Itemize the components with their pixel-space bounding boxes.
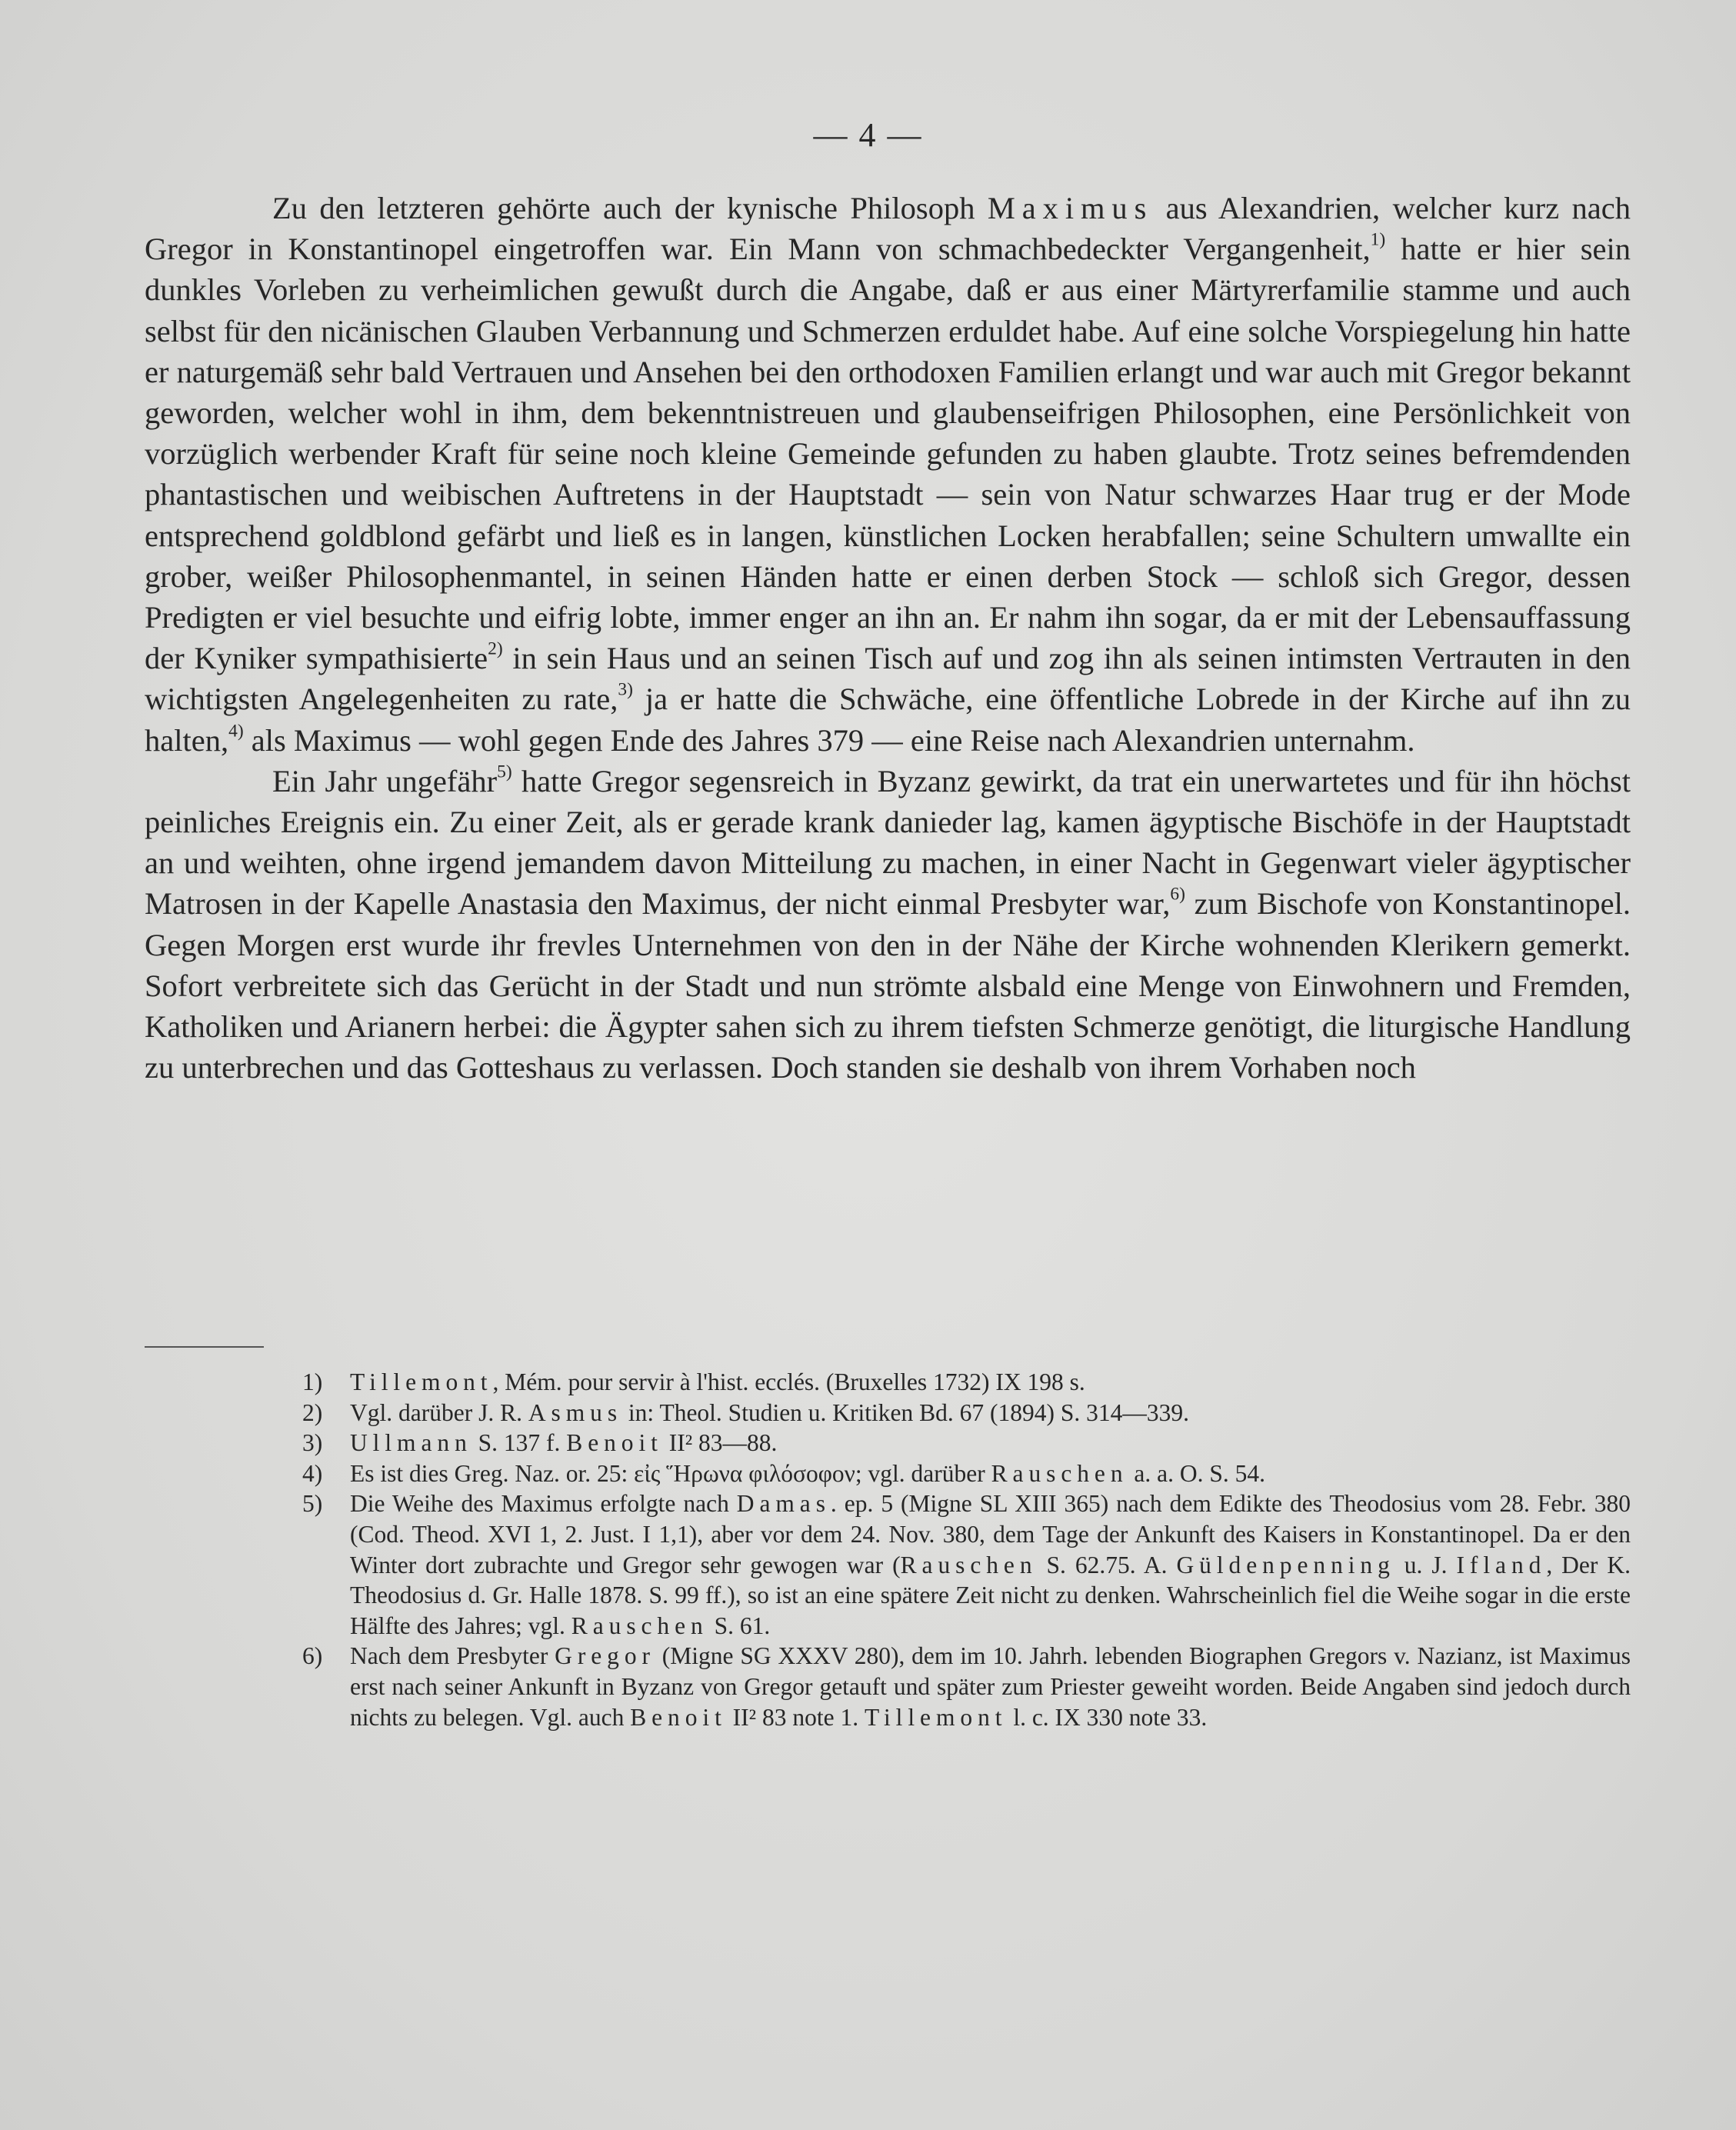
- spaced-name: Tillemont: [350, 1368, 493, 1395]
- text-run: Die Weihe des Maximus erfolgte nach: [350, 1490, 737, 1518]
- footnote: [296, 1641, 1631, 1732]
- footnote-marker: 1): [302, 1368, 323, 1395]
- spaced-name: Asmus: [528, 1398, 623, 1426]
- spaced-name: Maximus: [987, 191, 1154, 225]
- footnote-marker: 4): [302, 1459, 323, 1487]
- footnote-ref: 4): [228, 721, 244, 742]
- spaced-name: Ullmann: [350, 1429, 472, 1457]
- paragraph: [145, 188, 1631, 761]
- footnote-marker: 3): [302, 1429, 323, 1457]
- text-run: Ein Jahr ungefähr: [272, 763, 498, 798]
- footnote-marker: 5): [302, 1490, 323, 1518]
- text-run: (Migne SG XXXV 280), dem im 10. Jahrh. lebenden Biographen Gregors v. Nazianz, ist Maximus erst nach seiner Ankunft in Byzanz von Gregor getauft und später zum Priester geweiht worden. Beide Angaben sind jedoch durch nichts zu belegen. Vgl. auch: [350, 1642, 1631, 1731]
- spaced-name: Ifland: [1456, 1551, 1547, 1578]
- page-number: — 4 —: [813, 116, 923, 154]
- footnote-ref: 3): [618, 680, 633, 701]
- text-run: als Maximus — wohl gegen Ende des Jahres 379 — eine Reise nach Alexandrien unternahm.: [243, 722, 1415, 758]
- footnote: [296, 1367, 1631, 1398]
- text-run: Zu den letzteren gehörte auch der kynische Philosoph: [272, 191, 988, 225]
- spaced-name: Rauschen: [900, 1551, 1038, 1578]
- footnote-marker: 6): [302, 1642, 323, 1670]
- text-run: u. J.: [1394, 1551, 1457, 1578]
- text-run: Vgl. darüber J. R.: [350, 1398, 528, 1426]
- text-run: , Der K. Theodosius d. Gr. Halle 1878. S. 99 ff.), so ist an eine spätere Zeit nicht zu denken. Wahrscheinlich fiel die Weihe sogar in die erste Hälfte des Jahres; vgl.: [350, 1551, 1631, 1639]
- text-run: in sein Haus und an seinen Tisch auf und zog ihn als seinen intimsten Vertrauten in den wichtigsten Angelegenheiten zu rate,: [145, 641, 1631, 717]
- text-run: hatte Gregor segensreich in Byzanz gewirkt, da trat ein unerwartetes und für ihn höchst peinliches Ereignis ein. Zu einer Zeit, als er gerade krank danieder lag, kamen ägyptische Bischöfe in der Hauptstadt an und weihten, ohne irgend jemandem davon Mitteilung zu machen, in einer Nacht in Gegenwart vieler ägyptischer Matrosen in der Kapelle Anastasia den Maximus, der nicht einmal Presbyter war,: [145, 763, 1631, 922]
- text-run: Es ist dies Greg. Naz. or. 25: εἰς Ἥρωνα φιλόσοφον; vgl. darüber: [350, 1459, 991, 1487]
- spaced-name: Gregor: [555, 1642, 655, 1670]
- text-run: ja er hatte die Schwäche, eine öffentliche Lobrede in der Kirche auf ihn zu halten,: [145, 682, 1631, 758]
- spaced-name: Damas: [736, 1490, 831, 1518]
- spaced-name: Benoit: [630, 1703, 727, 1731]
- footnote-divider: [145, 1346, 264, 1348]
- spaced-name: Benoit: [566, 1429, 663, 1457]
- main-text: [145, 188, 1631, 1088]
- spaced-name: Rauschen: [991, 1459, 1128, 1487]
- text-run: II² 83—88.: [662, 1429, 778, 1457]
- text-run: S. 137 f.: [471, 1429, 567, 1457]
- text-run: aus Alexandrien, welcher kurz nach Gregor in Konstantinopel eingetroffen war. Ein Mann von schmachbedeckter Vergangenheit,: [145, 191, 1631, 267]
- footnote: [296, 1428, 1631, 1458]
- text-run: in: Theol. Studien u. Kritiken Bd. 67 (1894) S. 314—339.: [622, 1398, 1190, 1426]
- spaced-name: Güldenpenning: [1176, 1551, 1395, 1578]
- footnote-ref: 5): [497, 762, 512, 782]
- text-run: l. c. IX 330 note 33.: [1007, 1703, 1208, 1731]
- text-run: zum Bischofe von Konstantinopel. Gegen Morgen erst wurde ihr frevles Unternehmen von den in der Nähe der Kirche wohnenden Klerikern gemerkt. Sofort verbreitete sich das Gerücht in der Stadt und nun strömte alsbald eine Menge von Einwohnern und Fremden, Katholiken und Arianern herbei: die Ägypter sahen sich zu ihrem tiefsten Schmerze genötigt, die liturgische Handlung zu unterbrechen und das Gotteshaus zu verlassen. Doch standen sie deshalb von ihrem Vorhaben noch: [145, 886, 1631, 1085]
- text-run: . ep. 5 (Migne SL XIII 365) nach dem Edikte des Theodosius vom 28. Febr. 380 (Cod. Theod. XVI 1, 2. Just. I 1,1), aber vor dem 24. Nov. 380, dem Tage der Ankunft des Kaisers in Konstantinopel. Da er den Winter dort zubrachte und Gregor sehr gewogen war (: [350, 1490, 1631, 1578]
- footnote-ref: 6): [1170, 885, 1185, 905]
- paragraph: [145, 761, 1631, 1088]
- spaced-name: Tillemont: [864, 1703, 1008, 1731]
- footnote: [296, 1488, 1631, 1641]
- footnotes: [296, 1367, 1631, 1732]
- text-run: Nach dem Presbyter: [350, 1642, 555, 1670]
- text-run: , Mém. pour servir à l'hist. ecclés. (Bruxelles 1732) IX 198 s.: [492, 1368, 1085, 1395]
- footnote-ref: 1): [1370, 229, 1386, 250]
- footnote-ref: 2): [488, 638, 503, 659]
- text-run: S. 62.75. A.: [1037, 1551, 1177, 1578]
- text-run: hatte er hier sein dunkles Vorleben zu verheimlichen gewußt durch die Angabe, daß er aus einer Märtyrerfamilie stamme und auch selbst für den nicänischen Glauben Verbannung und Schmerzen erduldet habe. Auf eine solche Vorspiegelung hin hatte er naturgemäß sehr bald Vertrauen und Ansehen bei den orthodoxen Familien erlangt und war auch mit Gregor bekannt geworden, welcher wohl in ihm, dem bekenntnistreuen und glaubenseifrigen Philosophen, eine Persönlichkeit von vorzüglich werbender Kraft für seine noch kleine Gemeinde gefunden zu haben glaubte. Trotz seines befremdenden phantastischen und weibischen Auftretens in der Hauptstadt — sein von Natur schwarzes Haar trug er der Mode entsprechend goldblond gefärbt und ließ es in langen, künstlichen Locken herabfallen; seine Schultern umwallte ein grober, weißer Philosophenmantel, in seinen Händen hatte er einen derben Stock — schloß sich Gregor, dessen Predigten er viel besuchte und eifrig lobte, immer enger an ihn an. Er nahm ihn sogar, da er mit der Lebensauffassung der Kyniker sympathisierte: [145, 232, 1631, 676]
- footnote: [296, 1458, 1631, 1489]
- spaced-name: Rauschen: [571, 1612, 708, 1639]
- footnote-marker: 2): [302, 1398, 323, 1426]
- text-run: II² 83 note 1.: [726, 1703, 865, 1731]
- footnote: [296, 1398, 1631, 1428]
- text-run: a. a. O. S. 54.: [1128, 1459, 1265, 1487]
- text-run: S. 61.: [708, 1612, 771, 1639]
